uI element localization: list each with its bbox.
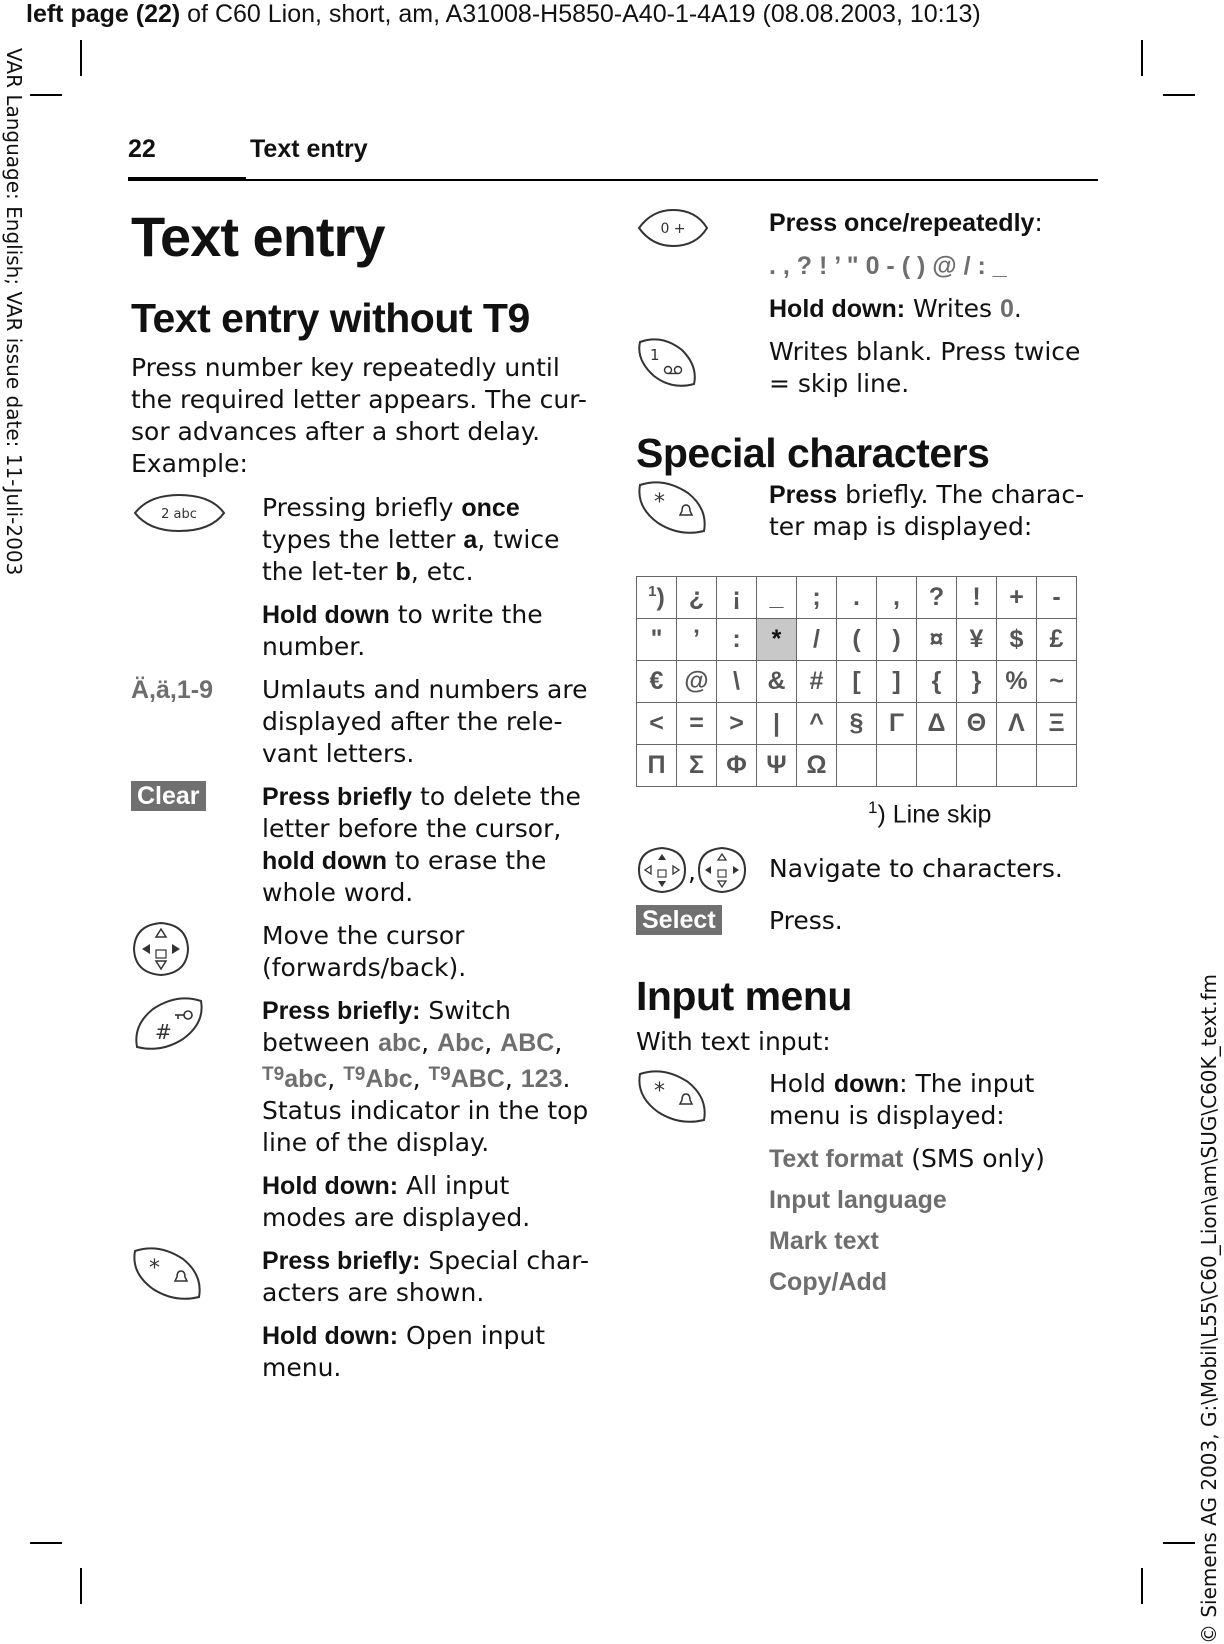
header-rule-accent xyxy=(128,177,246,181)
charmap-cell[interactable]: ! xyxy=(957,577,997,619)
charmap-cell[interactable]: ) xyxy=(877,619,917,661)
menu-item-label: Copy/Add xyxy=(769,1268,888,1297)
charmap-cell[interactable]: & xyxy=(757,661,797,703)
charmap-cell[interactable]: ¤ xyxy=(917,619,957,661)
side-note-left: VAR Language: English; VAR issue date: 11-Juli-2003 xyxy=(2,48,26,576)
charmap-cell[interactable] xyxy=(957,745,997,787)
crop-mark xyxy=(1163,1542,1195,1544)
charmap-cell[interactable]: # xyxy=(797,661,837,703)
key0-row xyxy=(636,207,1096,325)
print-header-rest: of C60 Lion, short, am, A31008-H5850-A40-1-4A19 (08.08.2003, 10:13) xyxy=(180,0,981,28)
key0-chars: . , ? ! ’ " 0 - ( ) @ / : _ xyxy=(769,252,1007,280)
charmap-cell[interactable]: / xyxy=(797,619,837,661)
right-column-lower xyxy=(636,798,1096,1307)
charmap-cell[interactable]: € xyxy=(637,661,677,703)
menu-item-label: Mark text xyxy=(769,1227,879,1256)
svg-text:2 abc: 2 abc xyxy=(161,507,197,522)
star-key-icon xyxy=(636,479,710,541)
charmap-cell[interactable]: , xyxy=(877,577,917,619)
charmap-cell[interactable]: ~ xyxy=(1037,661,1077,703)
charmap-cell[interactable]: ¥ xyxy=(957,619,997,661)
charmap-cell[interactable]: ] xyxy=(877,661,917,703)
navigate-description: Navigate to characters. xyxy=(769,854,1063,884)
nav-key-icon xyxy=(636,845,688,899)
charmap-cell[interactable] xyxy=(877,745,917,787)
star-row xyxy=(131,1245,591,1384)
nav-key-icon xyxy=(696,845,748,899)
svg-text:*: * xyxy=(654,1079,665,1105)
charmap-cell[interactable]: ¡ xyxy=(717,577,757,619)
crop-mark xyxy=(80,40,82,76)
key1-row xyxy=(636,336,1096,400)
charmap-cell[interactable]: = xyxy=(677,703,717,745)
charmap-cell[interactable]: - xyxy=(1037,577,1077,619)
navigate-row xyxy=(636,845,1096,885)
umlaut-label: Ä,ä,1-9 xyxy=(131,676,213,704)
star-key-icon xyxy=(131,1245,205,1307)
hash-row xyxy=(131,995,591,1234)
crop-mark xyxy=(1163,94,1195,96)
charmap-cell[interactable]: Ξ xyxy=(1037,703,1077,745)
charmap-cell[interactable]: Ω xyxy=(797,745,837,787)
charmap-cell[interactable]: " xyxy=(637,619,677,661)
charmap-cell[interactable]: + xyxy=(997,577,1037,619)
star-description: Press briefly: Special char-acters are shown. xyxy=(262,1246,590,1307)
charmap-cell[interactable]: £ xyxy=(1037,619,1077,661)
key-0-icon xyxy=(636,207,710,253)
nav-separator: , xyxy=(688,857,696,887)
charmap-cell[interactable]: § xyxy=(837,703,877,745)
charmap-cell[interactable]: @ xyxy=(677,661,717,703)
select-description: Press. xyxy=(769,906,843,936)
charmap-cell[interactable] xyxy=(917,745,957,787)
charmap-cell[interactable]: Φ xyxy=(717,745,757,787)
section-title-special: Special characters xyxy=(636,430,990,476)
hash-description: Press briefly: Switch between abc, Abc, ABC, $^{T9}$abc, $^{T9}$Abc, $^{T9}$ABC, 123. Status indicator in the top line of the display. xyxy=(262,996,589,1157)
charmap-cell[interactable]: Θ xyxy=(957,703,997,745)
menu-item-label: Text format xyxy=(769,1145,904,1174)
umlaut-description: Umlauts and numbers are displayed after the rele-vant letters. xyxy=(262,675,588,768)
charmap-cell[interactable] xyxy=(997,745,1037,787)
menu-item-label: Input language xyxy=(769,1186,947,1215)
select-row xyxy=(636,905,1096,937)
charmap-cell[interactable]: ^ xyxy=(797,703,837,745)
key-1-icon xyxy=(636,336,698,394)
charmap-cell[interactable]: : xyxy=(717,619,757,661)
input-menu-items xyxy=(769,1143,1096,1298)
key0-press: Press once/repeatedly: xyxy=(769,208,1043,237)
charmap-cell[interactable]: Γ xyxy=(877,703,917,745)
charmap-cell[interactable] xyxy=(1037,745,1077,787)
clear-row xyxy=(131,781,591,909)
intro-text: Press number key repeatedly until the required letter appears. The cur-sor advances after a short delay. Example: xyxy=(131,353,587,478)
charmap-row xyxy=(637,745,1077,787)
key2-hold: Hold down to write the number. xyxy=(262,600,543,661)
charmap-row xyxy=(637,661,1077,703)
nav-description: Move the cursor (forwards/back). xyxy=(262,921,467,982)
input-menu-description: Hold down: The input menu is displayed: xyxy=(769,1069,1035,1131)
charmap-cell[interactable] xyxy=(837,745,877,787)
key-2-icon xyxy=(131,492,227,538)
crop-mark xyxy=(1141,1568,1143,1604)
svg-text:*: * xyxy=(654,490,665,515)
svg-text:1: 1 xyxy=(650,346,660,364)
svg-text:0 +: 0 + xyxy=(660,221,686,237)
page-number: 22 xyxy=(128,135,156,163)
charmap-cell[interactable]: $^1$) xyxy=(637,577,677,619)
clear-softkey[interactable]: Clear xyxy=(131,781,206,811)
charmap-cell[interactable]: Ψ xyxy=(757,745,797,787)
charmap-cell[interactable]: * xyxy=(757,619,797,661)
crop-mark xyxy=(80,1568,82,1604)
charmap-cell[interactable]: Σ xyxy=(677,745,717,787)
charmap-cell[interactable]: Π xyxy=(637,745,677,787)
running-title: Text entry xyxy=(250,135,368,163)
left-column xyxy=(131,200,591,1384)
section-title-without-t9: Text entry without T9 xyxy=(131,295,530,341)
key1-description: Writes blank. Press twice = skip line. xyxy=(769,337,1081,398)
side-note-right: © Siemens AG 2003, G:\Mobil\L55\C60_Lion\am\SUG\C60K_text.fm xyxy=(1197,974,1221,1644)
charmap-cell[interactable]: . xyxy=(837,577,877,619)
clear-description: Press briefly to delete the letter before the cursor, hold down to erase the whole word. xyxy=(262,782,581,907)
charmap-row xyxy=(637,619,1077,661)
line-skip-footnote: $^1$) Line skip xyxy=(868,798,992,829)
header-rule xyxy=(128,179,1098,181)
charmap-cell[interactable]: > xyxy=(717,703,757,745)
input-menu-item[interactable] xyxy=(769,1266,1096,1298)
charmap-cell[interactable]: [ xyxy=(837,661,877,703)
input-menu-item[interactable] xyxy=(769,1143,1096,1175)
charmap-cell[interactable]: ( xyxy=(837,619,877,661)
crop-mark xyxy=(30,94,62,96)
menu-item-note: (SMS only) xyxy=(903,1144,1045,1174)
charmap-cell[interactable]: ’ xyxy=(677,619,717,661)
charmap-row xyxy=(637,577,1077,619)
section-title-input-menu: Input menu xyxy=(636,973,852,1020)
input-menu-item[interactable] xyxy=(769,1225,1096,1257)
charmap-row xyxy=(637,703,1077,745)
input-menu-item[interactable] xyxy=(769,1184,1096,1216)
key2-row xyxy=(131,492,591,663)
charmap-cell[interactable]: ; xyxy=(797,577,837,619)
hash-hold: Hold down: All input modes are displayed. xyxy=(262,1171,531,1232)
input-menu-row xyxy=(636,1068,1096,1298)
svg-text:*: * xyxy=(149,1256,160,1281)
crop-mark xyxy=(30,1542,62,1544)
nav-row xyxy=(131,920,591,984)
charmap-cell[interactable]: Λ xyxy=(997,703,1037,745)
charmap-cell[interactable]: _ xyxy=(757,577,797,619)
charmap-cell[interactable]: } xyxy=(957,661,997,703)
print-header-bold: left page (22) xyxy=(26,0,181,28)
umlaut-row xyxy=(131,674,591,770)
star-key-icon xyxy=(636,1068,710,1130)
svg-text:#: # xyxy=(155,1020,172,1044)
nav-key-icon xyxy=(131,920,191,982)
character-map xyxy=(636,576,1077,787)
charmap-cell[interactable]: % xyxy=(997,661,1037,703)
charmap-cell[interactable]: { xyxy=(917,661,957,703)
crop-mark xyxy=(1141,40,1143,76)
star-hold: Hold down: Open input menu. xyxy=(262,1321,546,1382)
charmap-cell[interactable]: ? xyxy=(917,577,957,619)
charmap-cell[interactable]: Δ xyxy=(917,703,957,745)
special-row xyxy=(636,479,1096,543)
charmap-cell[interactable]: \ xyxy=(717,661,757,703)
charmap-cell[interactable]: $ xyxy=(997,619,1037,661)
key2-description: Pressing briefly once types the letter a, twice the let-ter b, etc. xyxy=(262,493,560,586)
special-description: Press briefly. The charac-ter map is displayed: xyxy=(769,480,1085,541)
input-menu-intro: With text input: xyxy=(636,1027,831,1057)
key0-hold: Hold down: Writes 0. xyxy=(769,294,1022,323)
print-header xyxy=(26,0,981,29)
charmap-cell[interactable]: ¿ xyxy=(677,577,717,619)
page-title: Text entry xyxy=(131,205,385,268)
select-softkey[interactable]: Select xyxy=(636,905,722,935)
charmap-cell[interactable]: | xyxy=(757,703,797,745)
right-column xyxy=(636,200,1096,543)
charmap-cell[interactable]: < xyxy=(637,703,677,745)
hash-key-icon xyxy=(131,995,205,1057)
